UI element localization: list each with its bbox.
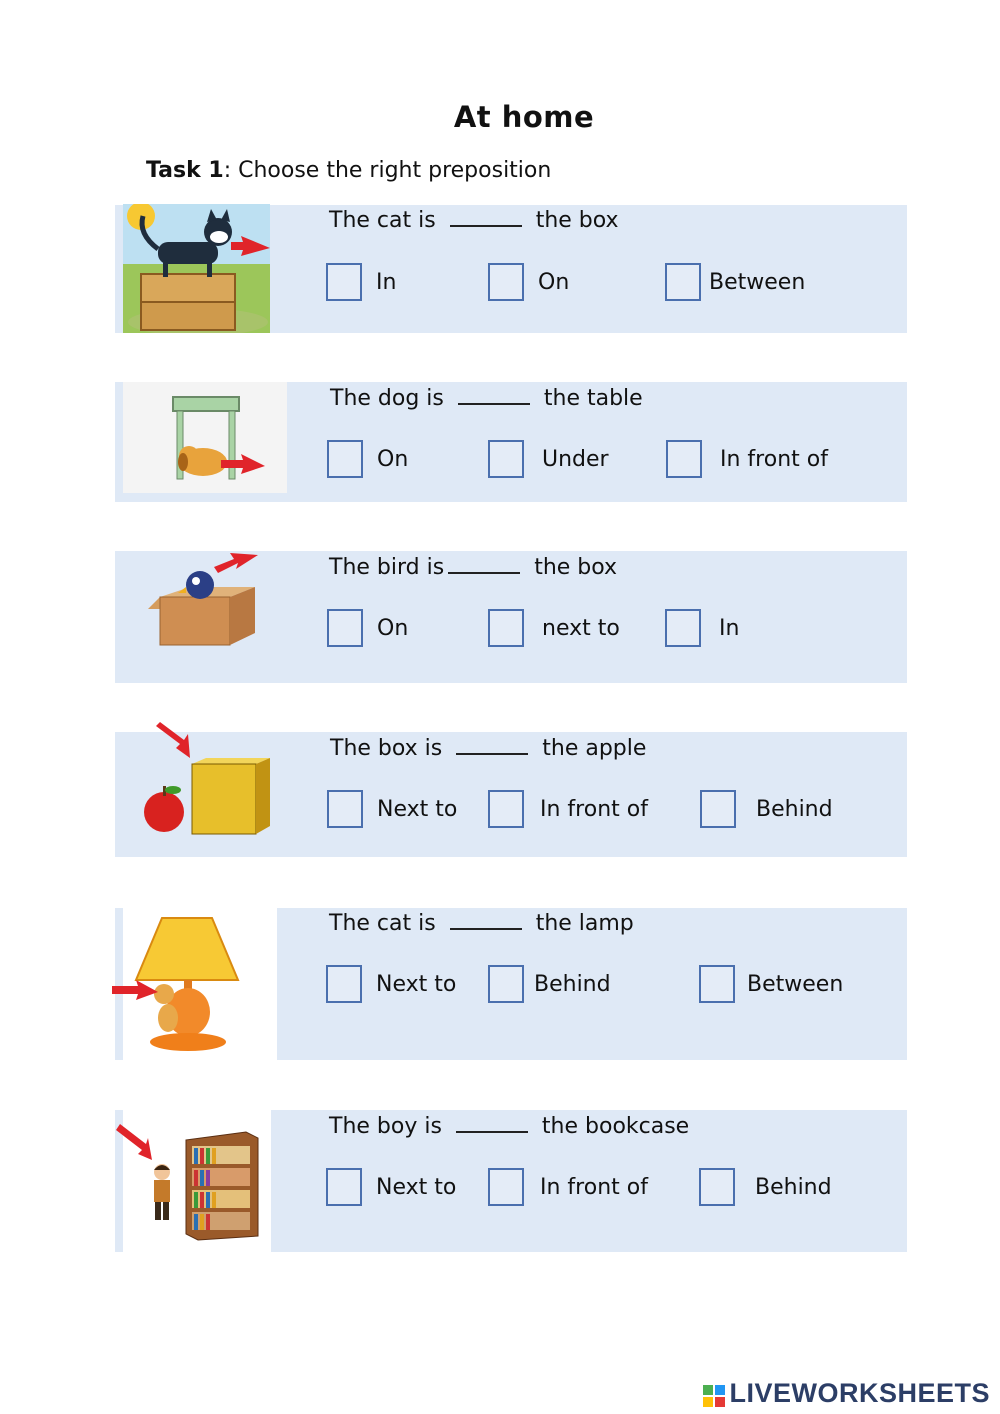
option-5-a[interactable] bbox=[326, 965, 456, 1003]
option-2-a[interactable] bbox=[327, 440, 408, 478]
option-6-a[interactable] bbox=[326, 1168, 456, 1206]
option-1-c[interactable] bbox=[665, 263, 805, 301]
sentence-object: the apple bbox=[542, 736, 647, 761]
sentence-subject: The cat is bbox=[329, 208, 436, 233]
option-3-c[interactable] bbox=[665, 609, 739, 647]
option-1-a[interactable] bbox=[326, 263, 396, 301]
picture-cat-and-lamp bbox=[112, 914, 252, 1054]
sentence-object: the box bbox=[535, 208, 619, 233]
checkbox[interactable] bbox=[665, 609, 701, 647]
sentence-subject: The box is bbox=[330, 736, 443, 761]
brand-mark-icon bbox=[703, 1383, 725, 1405]
picture-cat-on-box bbox=[123, 204, 270, 333]
option-label: Next to bbox=[376, 1174, 457, 1200]
checkbox[interactable] bbox=[488, 263, 524, 301]
option-label: On bbox=[538, 269, 570, 295]
answer-blank bbox=[456, 743, 528, 755]
option-5-c[interactable] bbox=[699, 965, 843, 1003]
option-6-b[interactable] bbox=[488, 1168, 648, 1206]
option-label: In bbox=[719, 615, 740, 641]
option-label: In bbox=[376, 269, 397, 295]
sentence-object: the bookcase bbox=[541, 1114, 690, 1139]
answer-blank bbox=[458, 393, 530, 405]
sentence-object: the lamp bbox=[535, 911, 634, 936]
sentence-object: the table bbox=[543, 386, 643, 411]
option-label: Behind bbox=[534, 971, 611, 997]
option-label: Behind bbox=[756, 796, 833, 822]
task-instruction: : Choose the right preposition bbox=[223, 158, 552, 183]
option-label: In front of bbox=[720, 446, 828, 472]
checkbox[interactable] bbox=[327, 440, 363, 478]
option-label: In front of bbox=[540, 1174, 648, 1200]
answer-blank bbox=[448, 562, 520, 574]
checkbox[interactable] bbox=[488, 790, 524, 828]
option-4-c[interactable] bbox=[700, 790, 833, 828]
sentence-3 bbox=[329, 555, 617, 580]
option-label: Next to bbox=[377, 796, 458, 822]
option-label: On bbox=[377, 446, 409, 472]
checkbox[interactable] bbox=[327, 609, 363, 647]
sentence-6 bbox=[329, 1114, 689, 1139]
option-label: Between bbox=[747, 971, 844, 997]
picture-bird-in-box bbox=[140, 551, 260, 651]
task-heading bbox=[146, 158, 551, 183]
sentence-subject: The cat is bbox=[329, 911, 436, 936]
picture-boy-and-bookcase bbox=[112, 1122, 262, 1244]
option-3-b[interactable] bbox=[488, 609, 620, 647]
checkbox[interactable] bbox=[666, 440, 702, 478]
answer-blank bbox=[450, 215, 522, 227]
sentence-1 bbox=[329, 208, 619, 233]
option-label: Between bbox=[709, 269, 806, 295]
brand-name: LIVEWORKSHEETS bbox=[729, 1378, 990, 1408]
answer-blank bbox=[450, 918, 522, 930]
option-label: On bbox=[377, 615, 409, 641]
checkbox[interactable] bbox=[699, 965, 735, 1003]
option-6-c[interactable] bbox=[699, 1168, 832, 1206]
sentence-2 bbox=[330, 386, 643, 411]
option-2-b[interactable] bbox=[488, 440, 609, 478]
option-label: Next to bbox=[376, 971, 457, 997]
task-label: Task 1 bbox=[146, 158, 224, 183]
sentence-object: the box bbox=[534, 555, 618, 580]
sentence-subject: The boy is bbox=[329, 1114, 442, 1139]
answer-blank bbox=[456, 1121, 528, 1133]
checkbox[interactable] bbox=[326, 965, 362, 1003]
checkbox[interactable] bbox=[326, 263, 362, 301]
sentence-5 bbox=[329, 911, 634, 936]
sentence-subject: The bird is bbox=[329, 555, 445, 580]
picture-box-and-apple bbox=[140, 722, 272, 838]
option-3-a[interactable] bbox=[327, 609, 408, 647]
option-label: In front of bbox=[540, 796, 648, 822]
option-4-b[interactable] bbox=[488, 790, 648, 828]
sentence-subject: The dog is bbox=[330, 386, 444, 411]
checkbox[interactable] bbox=[327, 790, 363, 828]
checkbox[interactable] bbox=[700, 790, 736, 828]
option-4-a[interactable] bbox=[327, 790, 457, 828]
sentence-4 bbox=[330, 736, 646, 761]
option-label: Behind bbox=[755, 1174, 832, 1200]
checkbox[interactable] bbox=[326, 1168, 362, 1206]
checkbox[interactable] bbox=[699, 1168, 735, 1206]
page-title: At home bbox=[453, 100, 595, 134]
checkbox[interactable] bbox=[488, 440, 524, 478]
brand-logo bbox=[703, 1378, 990, 1409]
picture-dog-under-table bbox=[123, 382, 287, 493]
option-label: Under bbox=[542, 446, 609, 472]
checkbox[interactable] bbox=[488, 609, 524, 647]
option-label: next to bbox=[542, 615, 620, 641]
option-5-b[interactable] bbox=[488, 965, 611, 1003]
checkbox[interactable] bbox=[488, 1168, 524, 1206]
checkbox[interactable] bbox=[665, 263, 701, 301]
option-1-b[interactable] bbox=[488, 263, 569, 301]
option-2-c[interactable] bbox=[666, 440, 828, 478]
checkbox[interactable] bbox=[488, 965, 524, 1003]
